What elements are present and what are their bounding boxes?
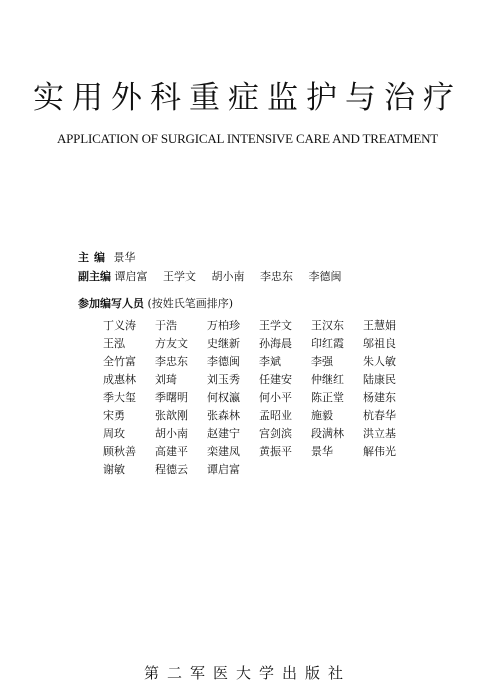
contributors-heading (78, 297, 233, 311)
contributor-name: 段满林 (311, 427, 344, 440)
deputy-editor-row (78, 270, 354, 284)
contributor-name: 于浩 (155, 319, 177, 332)
deputy-editor-name: 李忠东 (260, 270, 293, 283)
contributor-name: 洪立基 (363, 427, 396, 440)
deputy-editor-name: 谭启富 (114, 270, 148, 283)
contributor-name: 刘琦 (155, 373, 177, 386)
chief-editor-row (78, 251, 148, 265)
contributor-name: 方友文 (155, 337, 188, 350)
contributor-name: 谭启富 (207, 463, 240, 476)
contributor-name: 黄振平 (259, 445, 292, 458)
contributor-name: 孙海晨 (259, 337, 292, 350)
contributor-name: 景华 (311, 445, 333, 458)
contributor-name: 孟昭业 (259, 409, 292, 422)
contributor-name: 陆康民 (363, 373, 396, 386)
contributor-name: 李强 (311, 355, 333, 368)
contributor-name: 程德云 (155, 463, 188, 476)
contributor-name: 万柏珍 (207, 319, 240, 332)
contributor-name: 王汉东 (311, 319, 344, 332)
contributor-name: 李德闽 (207, 355, 240, 368)
deputy-editor-name: 胡小南 (211, 270, 245, 283)
contributor-name: 陈正堂 (311, 391, 344, 404)
contributor-name: 何小平 (259, 391, 292, 404)
contributor-name: 李忠东 (155, 355, 188, 368)
contributor-name: 季曙明 (155, 391, 188, 404)
chief-editor-names (114, 251, 148, 264)
contributor-name: 王泓 (103, 337, 125, 350)
deputy-editor-name: 李德闽 (308, 270, 342, 283)
contributors-note: (按姓氏笔画排序) (147, 297, 234, 310)
contributor-name: 刘玉秀 (207, 373, 240, 386)
chief-editor-name: 景华 (113, 251, 136, 264)
contributor-name: 何权瀛 (207, 391, 240, 404)
contributor-name: 杭春华 (363, 409, 396, 422)
contributors-label: 参加编写人员 (78, 297, 144, 310)
contributor-name: 张森林 (207, 409, 240, 422)
contributors-list (103, 317, 415, 479)
contributor-name: 朱人敏 (363, 355, 396, 368)
contributor-name: 宋勇 (103, 409, 125, 422)
contributor-name: 宫剑滨 (259, 427, 292, 440)
contributor-name: 胡小南 (155, 427, 188, 440)
publisher: 第二军医大学出版社 (143, 664, 351, 682)
book-subtitle: APPLICATION OF SURGICAL INTENSIVE CARE AND TREATMENT (56, 131, 439, 146)
deputy-editor-label: 副主编 (78, 270, 111, 283)
contributor-name: 季大玺 (103, 391, 136, 404)
deputy-editor-names (115, 270, 354, 283)
contributor-name: 李斌 (259, 355, 281, 368)
contributor-name: 顾秋善 (103, 445, 136, 458)
contributor-name: 仲继红 (311, 373, 344, 386)
contributor-name: 史继新 (207, 337, 240, 350)
contributor-name: 栾建凤 (207, 445, 240, 458)
contributor-name: 全竹富 (103, 355, 136, 368)
deputy-editor-name: 王学文 (163, 270, 196, 283)
contributor-name: 丁义涛 (103, 319, 136, 332)
contributor-name: 成惠林 (103, 373, 136, 386)
contributor-name: 印红霞 (311, 337, 344, 350)
book-title: 实用外科重症监护与治疗 (33, 80, 462, 116)
contributor-name: 任建安 (259, 373, 292, 386)
contributor-name: 邬祖良 (363, 337, 396, 350)
contributor-name: 高建平 (155, 445, 188, 458)
contributor-name: 谢敏 (103, 463, 125, 476)
contributor-name: 张歆刚 (155, 409, 188, 422)
contributor-name: 王学文 (259, 319, 292, 332)
contributor-name: 王慧娟 (363, 319, 396, 332)
contributor-name: 赵建宁 (207, 427, 240, 440)
contributor-name: 施毅 (311, 409, 333, 422)
contributor-name: 解伟光 (363, 445, 396, 458)
contributor-name: 杨建东 (363, 391, 396, 404)
contributor-name: 周玫 (103, 427, 125, 440)
chief-editor-label: 主编 (78, 251, 110, 264)
